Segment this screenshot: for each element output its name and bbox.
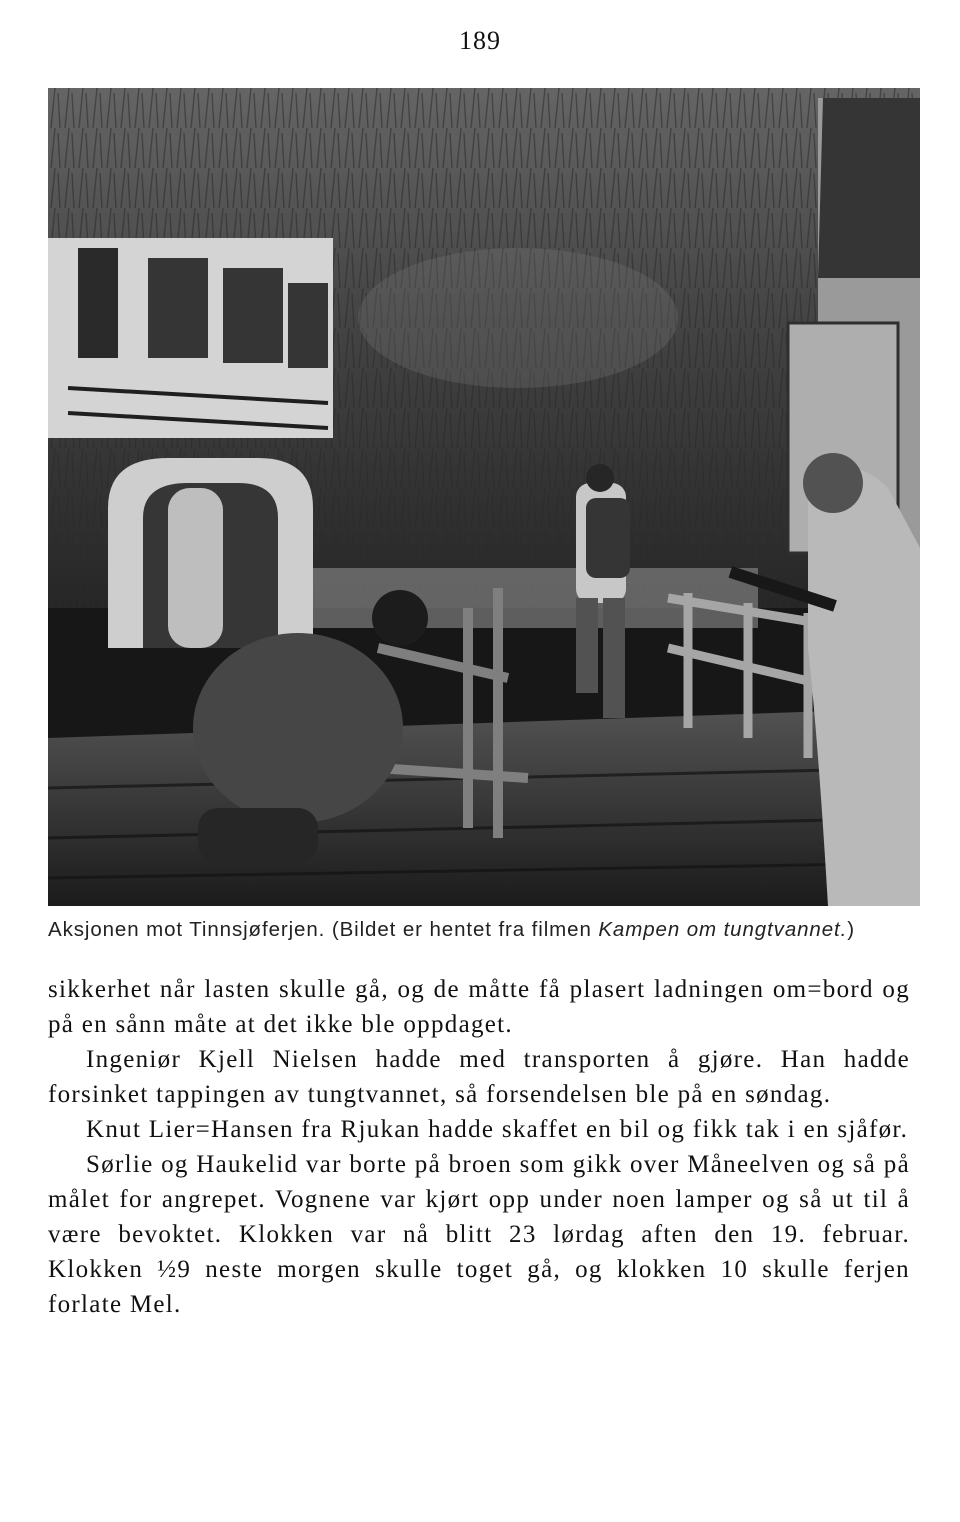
caption-close: ) xyxy=(847,918,855,941)
paragraph: Sørlie og Haukelid var borte på broen som gikk over Måneelven og så på målet for angrepet. Vognene var kjørt opp under noen lamper og så ut til å være bevoktet. Klokken var nå blitt 23 lørdag aften den 19. februar. Klokken ½9 neste morgen skulle toget gå, og klokken 10 skulle ferjen forlate Mel. xyxy=(48,1151,910,1318)
body-text xyxy=(48,972,910,1322)
figure-caption xyxy=(48,918,920,942)
ferry-raid-photo xyxy=(48,88,920,906)
page-number: 189 xyxy=(459,26,501,55)
caption-text: Aksjonen mot Tinnsjøferjen. (Bildet er hentet fra filmen xyxy=(48,918,599,941)
caption-film-title: Kampen om tungtvannet. xyxy=(598,918,848,941)
paragraph: sikkerhet når lasten skulle gå, og de måtte få plasert ladningen om=bord og på en sånn måte at det ikke ble oppdaget. xyxy=(48,976,910,1038)
paragraph: Knut Lier=Hansen fra Rjukan hadde skaffet en bil og fikk tak i en sjåfør. xyxy=(86,1116,909,1143)
paragraph: Ingeniør Kjell Nielsen hadde med transporten å gjøre. Han hadde forsinket tappingen av tungtvannet, så forsendelsen ble på en søndag. xyxy=(48,1046,910,1108)
